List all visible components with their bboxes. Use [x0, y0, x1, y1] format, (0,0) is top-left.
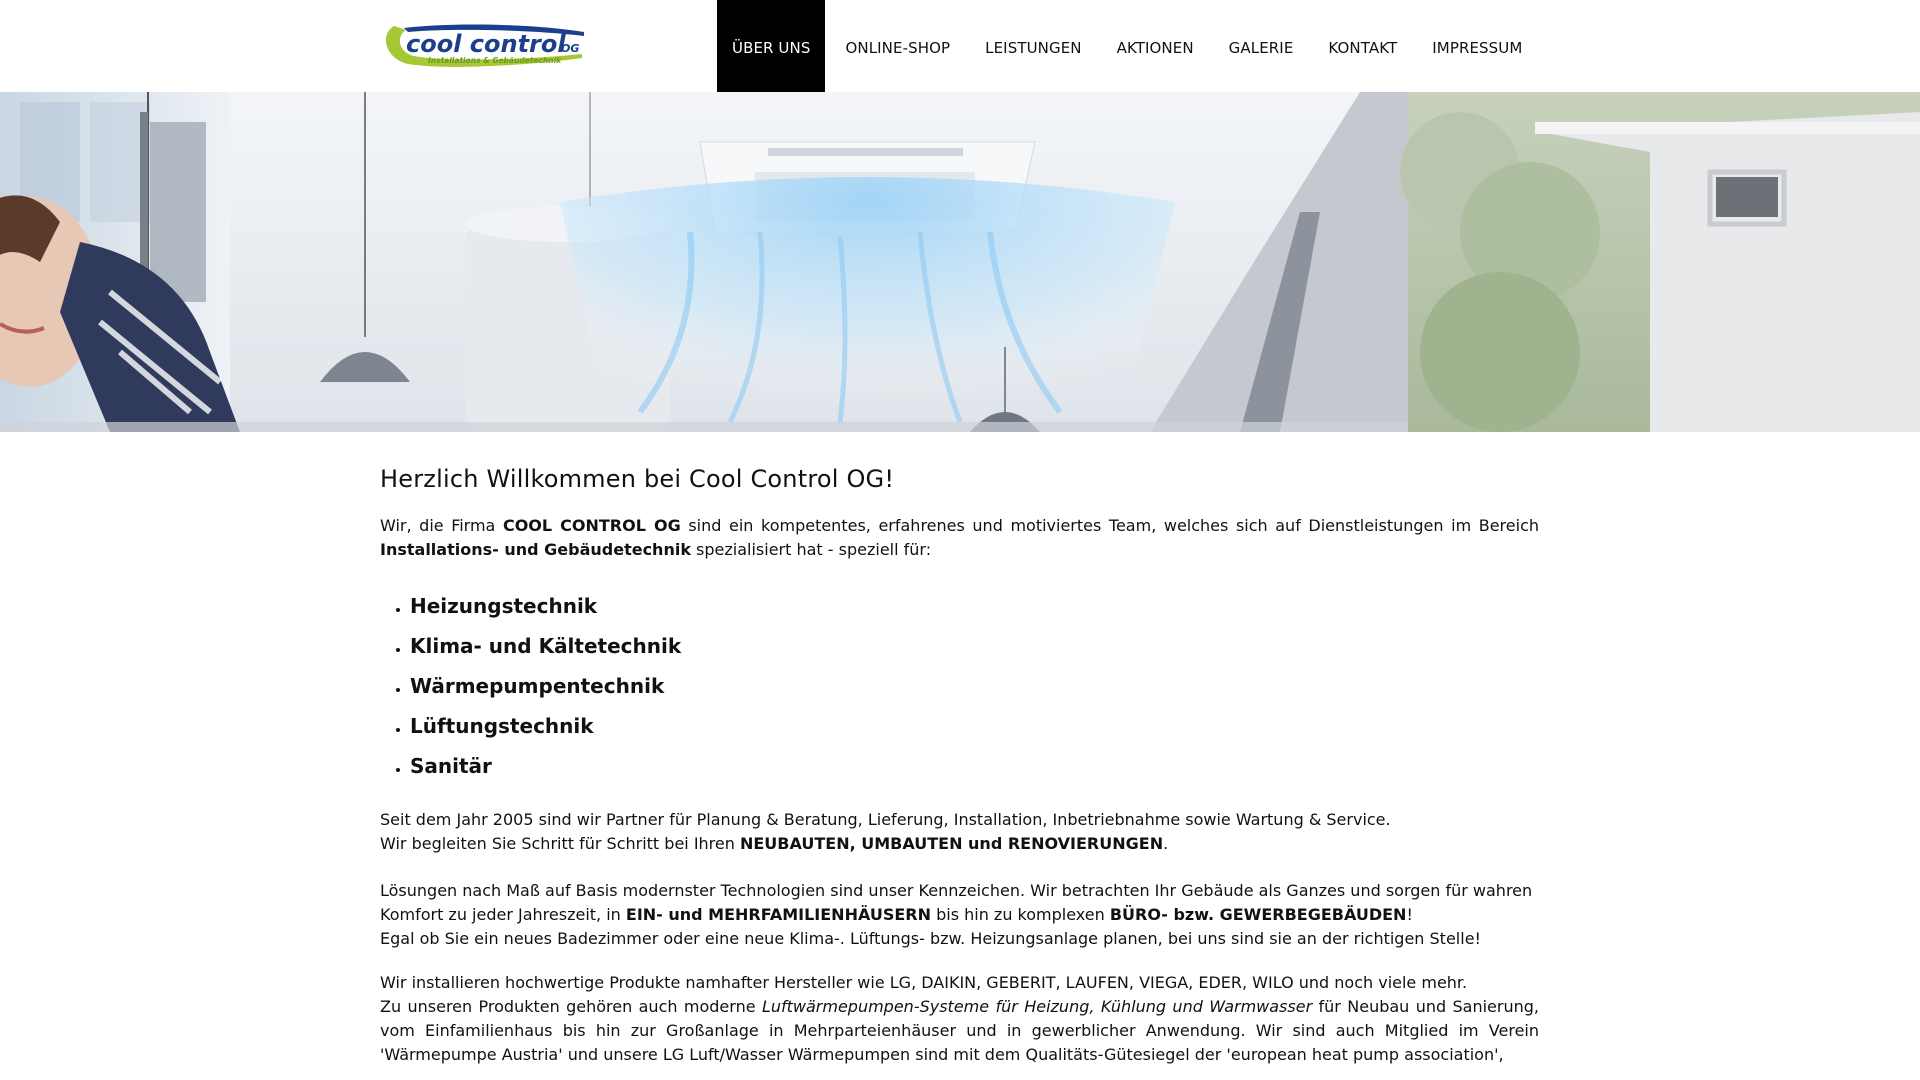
main-nav: [717, 0, 1542, 92]
solutions-text-1: Lösungen nach Maß auf Basis modernster Technologien sind unser Kennzeichen. Wir betrachten Ihr Gebäude als Ganzes und sorgen für wahren Komfort zu jeder Jahreszeit, in: [380, 881, 1533, 924]
hero-banner-image: [0, 92, 1920, 432]
partner-line-2: [380, 832, 1539, 856]
solutions-text-3: !: [1406, 905, 1413, 924]
nav-item-impressum[interactable]: IMPRESSUM: [1432, 39, 1523, 57]
products-paragraph: [380, 995, 1539, 1067]
partner-text-post: .: [1163, 834, 1169, 853]
nav-item-aktionen[interactable]: AKTIONEN: [1116, 39, 1194, 57]
partner-text-bold: NEUBAUTEN, UMBAUTEN und RENOVIERUNGEN: [739, 834, 1164, 853]
intro-text-1: Wir, die Firma: [380, 516, 503, 535]
nav-item-galerie[interactable]: GALERIE: [1228, 39, 1294, 57]
logo-tagline: Installations & Gebäudetechnik: [428, 56, 562, 65]
nav-item-ueber-uns[interactable]: ÜBER UNS: [717, 0, 825, 92]
solutions-text-2: bis hin zu komplexen: [931, 905, 1110, 924]
products-text-2: für Neubau und Sanierung, vom Einfamilienhaus bis hin zur Großanlage in Mehrparteienhäuser und in gewerblicher Anwendung. Wir sind auch Mitglied im Verein 'Wärmepumpe Austria' und unsere LG Luft/Wasser Wärmepumpen sind mit dem Qualitäts-Gütesiegel der 'european heat pump association',: [380, 997, 1540, 1064]
solutions-bold-1: EIN- und MEHRFAMILIENHÄUSERN: [625, 905, 931, 924]
nav-item-online-shop[interactable]: ONLINE-SHOP: [845, 39, 951, 57]
nav-item-leistungen[interactable]: LEISTUNGEN: [985, 39, 1082, 57]
solutions-bold-2: BÜRO- bzw. GEWERBEGEBÄUDEN: [1109, 905, 1407, 924]
intro-paragraph: [380, 514, 1539, 562]
list-item: • Klima- und Kältetechnik: [410, 626, 1539, 666]
field-bold: Installations- und Gebäudetechnik: [380, 540, 691, 559]
partner-text-pre: Wir begleiten Sie Schritt für Schritt bei Ihren: [380, 834, 740, 853]
solutions-line-3: Egal ob Sie ein neues Badezimmer oder eine neue Klima-. Lüftungs- bzw. Heizungsanlage planen, bei uns sind sie an der richtigen Stelle!: [380, 929, 1481, 948]
partner-line-1: Seit dem Jahr 2005 sind wir Partner für Planung & Beratung, Lieferung, Installation, Inbetriebnahme sowie Wartung & Service.: [380, 810, 1391, 829]
list-item: • Wärmepumpentechnik: [410, 666, 1539, 706]
company-logo[interactable]: [384, 22, 588, 72]
list-item: • Lüftungstechnik: [410, 706, 1539, 746]
products-italic: Luftwärmepumpen-Systeme für Heizung, Kühlung und Warmwasser: [761, 997, 1313, 1016]
page-title: Herzlich Willkommen bei Cool Control OG!: [380, 465, 895, 493]
list-item: • Sanitär: [410, 746, 1539, 786]
products-text-1: Zu unseren Produkten gehören auch moderne: [380, 997, 762, 1016]
solutions-paragraph: [380, 879, 1539, 927]
main-content: [380, 462, 1539, 1067]
company-name-bold: COOL CONTROL OG: [502, 516, 681, 535]
intro-text-2: sind ein kompetentes, erfahrenes und motiviertes Team, welches sich auf Dienstleistungen im Bereich: [680, 516, 1540, 535]
products-line-1: Wir installieren hochwertige Produkte namhafter Hersteller wie LG, DAIKIN, GEBERIT, LAUFEN, VIEGA, EDER, WILO und noch viele mehr.: [380, 973, 1468, 992]
logo-graphic: [384, 22, 588, 72]
logo-main-text: cool control: [406, 30, 566, 58]
services-list: [380, 586, 1539, 786]
intro-text-3: spezialisiert hat - speziell für:: [690, 540, 932, 559]
nav-item-kontakt[interactable]: KONTAKT: [1328, 39, 1398, 57]
list-item: • Heizungstechnik: [410, 586, 1539, 626]
site-header: [0, 0, 1920, 92]
logo-suffix-text: OG: [561, 42, 580, 55]
hero-banner: [0, 92, 1920, 432]
